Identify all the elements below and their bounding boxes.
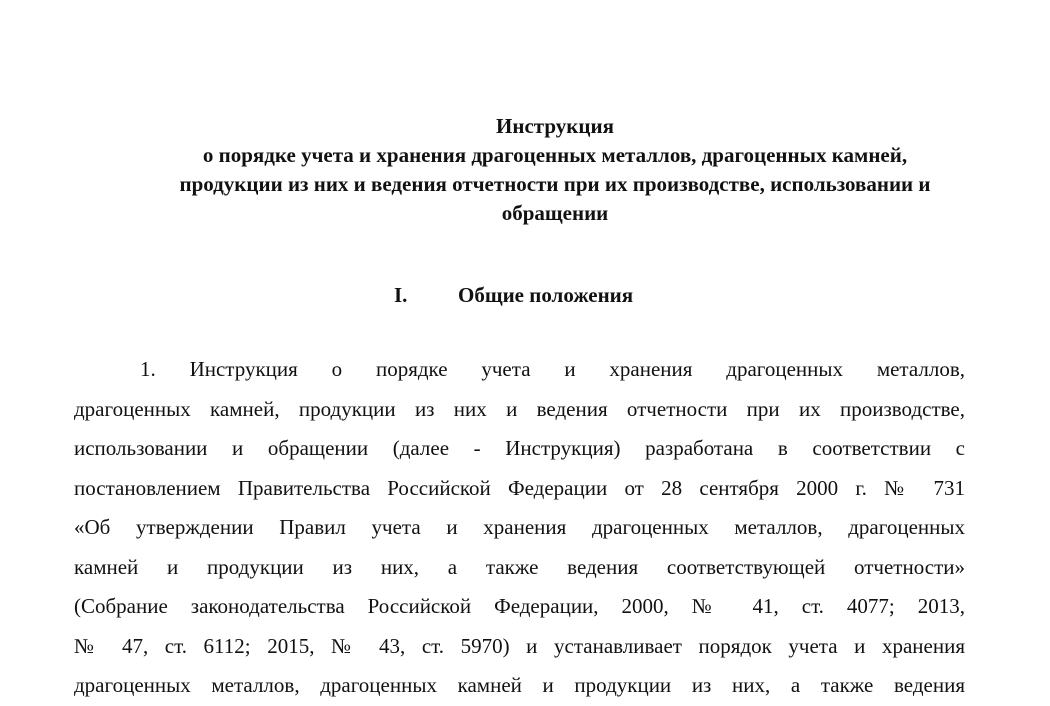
paragraph-line: (Собрание законодательства Российской Федерации, 2000, № 41, ст. 4077; 2013, <box>74 594 965 618</box>
title-line: продукции из них и ведения отчетности при их производстве, использовании и <box>179 172 931 196</box>
paragraph-line: драгоценных металлов, драгоценных камней и продукции из них, а также ведения <box>74 673 965 697</box>
section-number: I. <box>394 283 408 307</box>
paragraph-line: постановлением Правительства Российской Федерации от 28 сентября 2000 г. № 731 <box>74 475 965 500</box>
paragraph-line: 1. Инструкция о порядке учета и хранения драгоценных металлов, <box>140 357 965 381</box>
section-title: Общие положения <box>458 283 634 307</box>
title-line: о порядке учета и хранения драгоценных металлов, драгоценных камней, <box>202 143 908 167</box>
document-title <box>60 112 1050 228</box>
paragraph-line: № 47, ст. 6112; 2015, № 43, ст. 5970) и устанавливает порядок учета и хранения <box>74 633 965 658</box>
paragraph <box>74 350 965 706</box>
paragraph-line: драгоценных камней, продукции из них и ведения отчетности при их производстве, <box>74 396 965 421</box>
paragraph-line: камней и продукции из них, а также ведения соответствующей отчетности» <box>74 554 965 579</box>
title-line: обращении <box>501 201 609 225</box>
title-line: Инструкция <box>496 114 614 138</box>
paragraph-line: использовании и обращении (далее - Инструкция) разработана в соответствии с <box>74 436 965 460</box>
paragraph-line: «Об утверждении Правил учета и хранения драгоценных металлов, драгоценных <box>74 515 965 539</box>
